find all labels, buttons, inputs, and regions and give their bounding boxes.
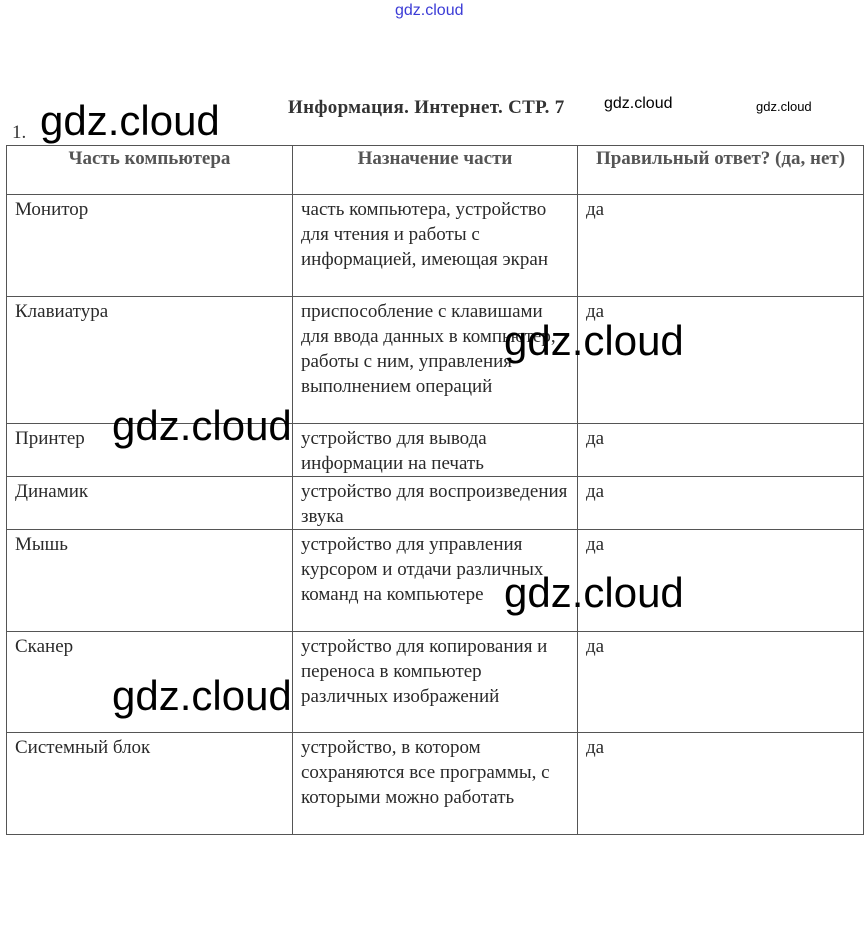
column-header-answer: Правильный ответ? (да, нет): [578, 146, 864, 195]
watermark: gdz.cloud: [756, 99, 812, 114]
watermark: gdz.cloud: [504, 569, 684, 616]
table-row: [7, 530, 864, 632]
cell-answer: да: [578, 297, 864, 424]
cell-answer: да: [578, 424, 864, 477]
table-header-row: [7, 146, 864, 195]
cell-part: Клавиатура: [7, 297, 293, 424]
computer-parts-table: [6, 145, 864, 835]
cell-answer: да: [578, 477, 864, 530]
cell-answer: да: [578, 195, 864, 297]
cell-purpose: устройство для копирования и переноса в компьютер различных изображений: [293, 632, 578, 733]
column-header-part: Часть компьютера: [7, 146, 293, 195]
top-site-link[interactable]: gdz.cloud: [395, 2, 464, 19]
column-header-purpose: Назначение части: [293, 146, 578, 195]
cell-purpose: устройство для управления курсором и отдачи различных команд на компьютере: [293, 530, 578, 632]
cell-part: Системный блок: [7, 733, 293, 835]
cell-part: Динамик: [7, 477, 293, 530]
cell-purpose: приспособление с клавишами для ввода данных в компьютер, работы с ним, управления выполнением операций: [293, 297, 578, 424]
watermark: gdz.cloud: [112, 402, 292, 449]
cell-part: Мышь: [7, 530, 293, 632]
cell-purpose: устройство для воспроизведения звука: [293, 477, 578, 530]
watermark: gdz.cloud: [504, 317, 684, 364]
cell-answer: да: [578, 733, 864, 835]
watermark: gdz.cloud: [40, 97, 220, 144]
table-row: [7, 477, 864, 530]
cell-purpose: часть компьютера, устройство для чтения и работы с информацией, имеющая экран: [293, 195, 578, 297]
watermark: gdz.cloud: [604, 95, 673, 112]
cell-answer: да: [578, 530, 864, 632]
cell-purpose: устройство, в котором сохраняются все программы, с которыми можно работать: [293, 733, 578, 835]
page-heading: Информация. Интернет. СТР. 7: [288, 97, 565, 118]
table-row: [7, 733, 864, 835]
cell-part: Принтер: [7, 424, 293, 477]
cell-part: Сканер: [7, 632, 293, 733]
task-number: 1.: [12, 122, 27, 143]
cell-part: Монитор: [7, 195, 293, 297]
cell-purpose: устройство для вывода информации на печать: [293, 424, 578, 477]
table-row: [7, 195, 864, 297]
cell-answer: да: [578, 632, 864, 733]
watermark: gdz.cloud: [112, 672, 292, 719]
